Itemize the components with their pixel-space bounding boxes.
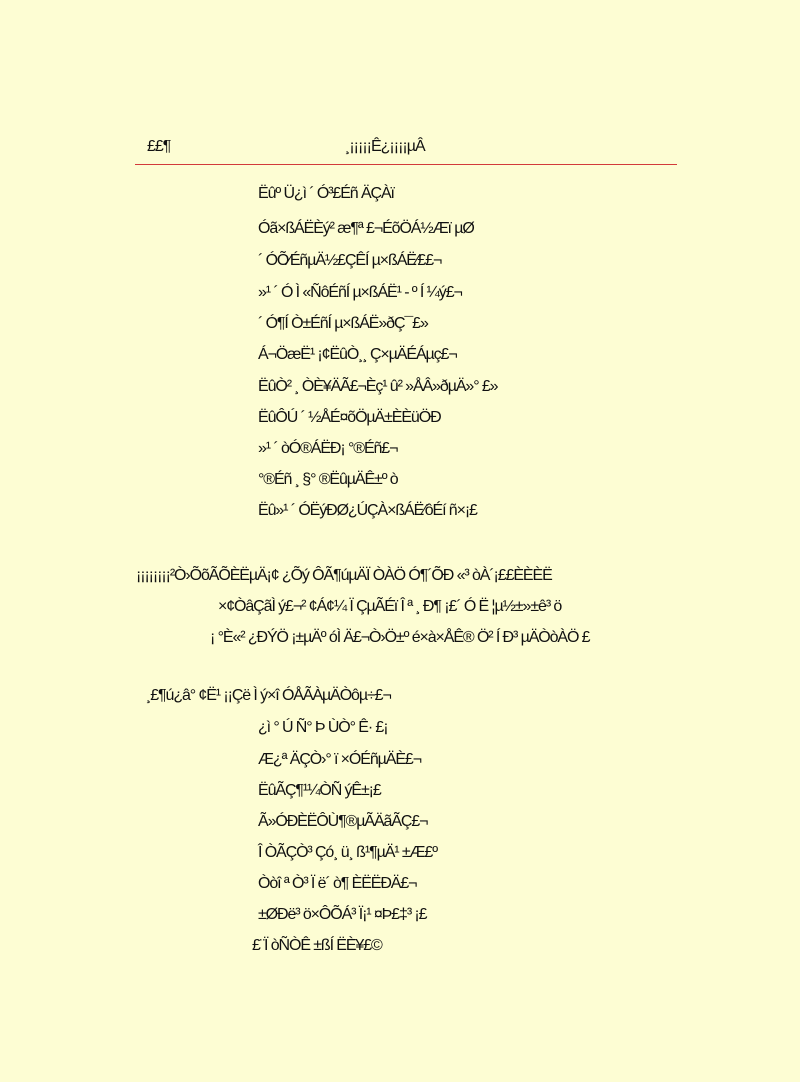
verse-line: Ã»ÓÐÈËÔÙ¶®µÃÄãÃÇ£¬ <box>258 813 428 830</box>
verse-line: Ëûº Ü¿ì ´ Ó³£Éñ ÄÇÀï <box>258 185 394 202</box>
verse-line: ´ Ó¶Í Ò±ÉñÍ µ×ßÁË»ðÇ¯£» <box>258 315 428 332</box>
prose-line: ¡ °È«² ¿ÐÝÖ ¡±µÄº óÌ Ä£¬Ò›Ö±º é×à×ÅÊ® Ö² Í Ð³ µÄÒòÀÖ £ <box>210 629 590 646</box>
verse-line: »¹ ´ òÓ®ÁËÐ¡ °®Éñ£¬ <box>258 440 398 457</box>
prose-line: ¡¡¡¡¡¡¡¡²Ò›ÕõÃÕÈËµÄ¡¢ ¿Õý ÔÃ¶úµÄÏ ÒÀÖ Ó¶´ÕÐ «³ òÀ´¡££ÈÈÈË <box>136 567 552 584</box>
header-page-number: ££¶ <box>147 138 171 155</box>
header-title: ¸¡¡¡¡¡Ê¿¡¡¡¡µÂ <box>345 138 425 155</box>
verse-line: Ëû»¹ ´ ÓËýÐØ¿ÚÇÀ×ßÁË⁄ôÉí ñ×¡£ <box>258 502 477 519</box>
running-header <box>135 136 677 165</box>
verse-line: ¸£¶ú¿â° ¢Ë¹ ¡¡Çë Ì ý×î ÓÅÃÀµÄÒôµ÷£¬ <box>146 687 391 704</box>
verse-line: ¿ì ° Ú Ñ° Þ ÙÒ° Ê· £¡ <box>258 719 388 736</box>
verse-line: Á¬ÖæË¹ ¡¢ËûÒ¸¸ Ç×µÄÉÁµç£¬ <box>258 346 457 363</box>
verse-line: £¨Ï òÑÒÊ ±ßÍ ËÈ¥£© <box>252 937 382 954</box>
verse-line: ±ØÐë³ ö×ÔÕÁ³ Ï¡¹ ¤Þ£‡³ ¡£ <box>258 906 427 923</box>
verse-line: Æ¿ª ÄÇÒ›° ï ×ÓÉñµÄÈ£¬ <box>258 751 421 768</box>
verse-line: ËûÃÇ¶¹¼ÒÑ ýÊ±¡£ <box>258 782 381 799</box>
verse-line: Î ÒÃÇÒ³ Çó¸ ü¸ ß¹¶µÄ¹ ±Æ£º <box>258 844 437 861</box>
verse-line: Òòî ª Ò³ Ï ë´ ò¶ ÈËËÐÄ£¬ <box>258 875 417 892</box>
verse-line: Óã×ßÁËÈý² æ¶ª £¬ÉõÖÁ½Æï µØ <box>258 220 474 237</box>
prose-line: ×¢ÒâÇãÌ ý£¬² ¢Á¢¼ Ï ÇµÃÉï Î ª ¸ Ð¶ ¡£´ Ó Ë ¦µ½±»±ê³ ö <box>218 598 562 615</box>
verse-line: ËûÔÚ ´ ½ÅÉ¤õÖµÄ±ÈÈüÖÐ <box>258 409 441 426</box>
verse-line: ËûÒ² ¸ ÒÈ¥ÄÃ£¬Èç¹ û² »ÅÂ»ðµÄ»° £» <box>258 378 498 395</box>
verse-line: ´ ÓÕ⁄ÉñµÄ½£ÇÊÍ µ×ßÁË⁄££¬ <box>258 252 442 269</box>
verse-line: »¹ ´ Ó Ì «ÑôÉñÍ µ×ßÁË¹ - º Í ¼ý£¬ <box>258 284 462 301</box>
verse-line: °®Éñ ¸ §° ®ËûµÄÊ±º ò <box>258 471 398 488</box>
